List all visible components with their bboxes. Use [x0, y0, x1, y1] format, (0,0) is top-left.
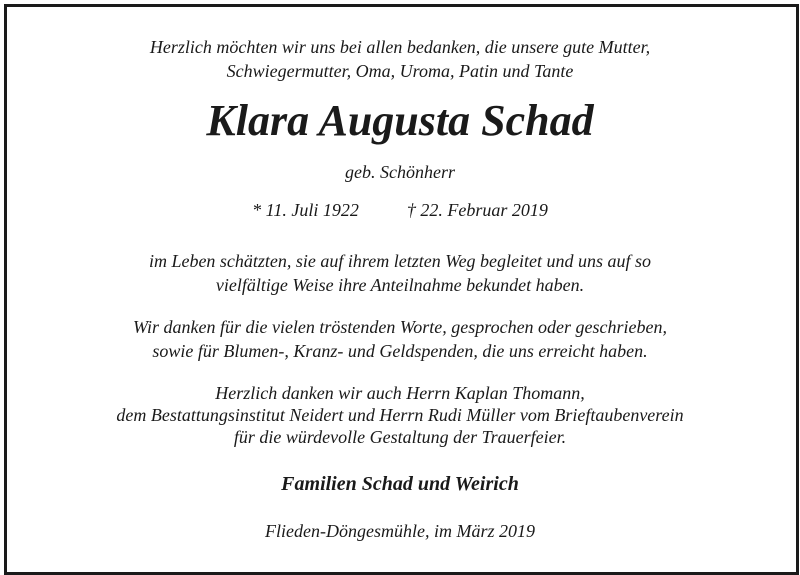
paragraph-3-line-1: Herzlich danken wir auch Herrn Kaplan Thomann, [215, 383, 585, 403]
life-dates [0, 199, 800, 221]
intro-line-1: Herzlich möchten wir uns bei allen bedanken, die unsere gute Mutter, [149, 37, 651, 57]
intro-line-2: Schwiegermutter, Oma, Uroma, Patin und Tante [226, 61, 574, 81]
paragraph-3-line-2: dem Bestattungsinstitut Neidert und Herrn Rudi Müller vom Brieftaubenverein [116, 405, 684, 425]
paragraph-2-line-2: sowie für Blumen-, Kranz- und Geldspenden, die uns erreicht haben. [152, 341, 648, 361]
deceased-name: Klara Augusta Schad [206, 96, 594, 145]
family-signature: Familien Schad und Weirich [281, 473, 519, 495]
paragraph-2-line-1: Wir danken für die vielen tröstenden Worte, gesprochen oder geschrieben, [132, 317, 668, 337]
paragraph-1-line-2: vielfältige Weise ihre Anteilnahme bekundet haben. [215, 275, 585, 295]
paragraph-1-line-1: im Leben schätzten, sie auf ihrem letzten Weg begleitet und uns auf so [148, 251, 652, 271]
death-date: † 22. Februar 2019 [406, 200, 548, 220]
birth-date: * 11. Juli 1922 [252, 200, 359, 220]
place-and-date: Flieden-Döngesmühle, im März 2019 [265, 521, 535, 541]
maiden-name: geb. Schönherr [345, 162, 455, 182]
paragraph-3-line-3: für die würdevolle Gestaltung der Trauerfeier. [233, 427, 567, 447]
